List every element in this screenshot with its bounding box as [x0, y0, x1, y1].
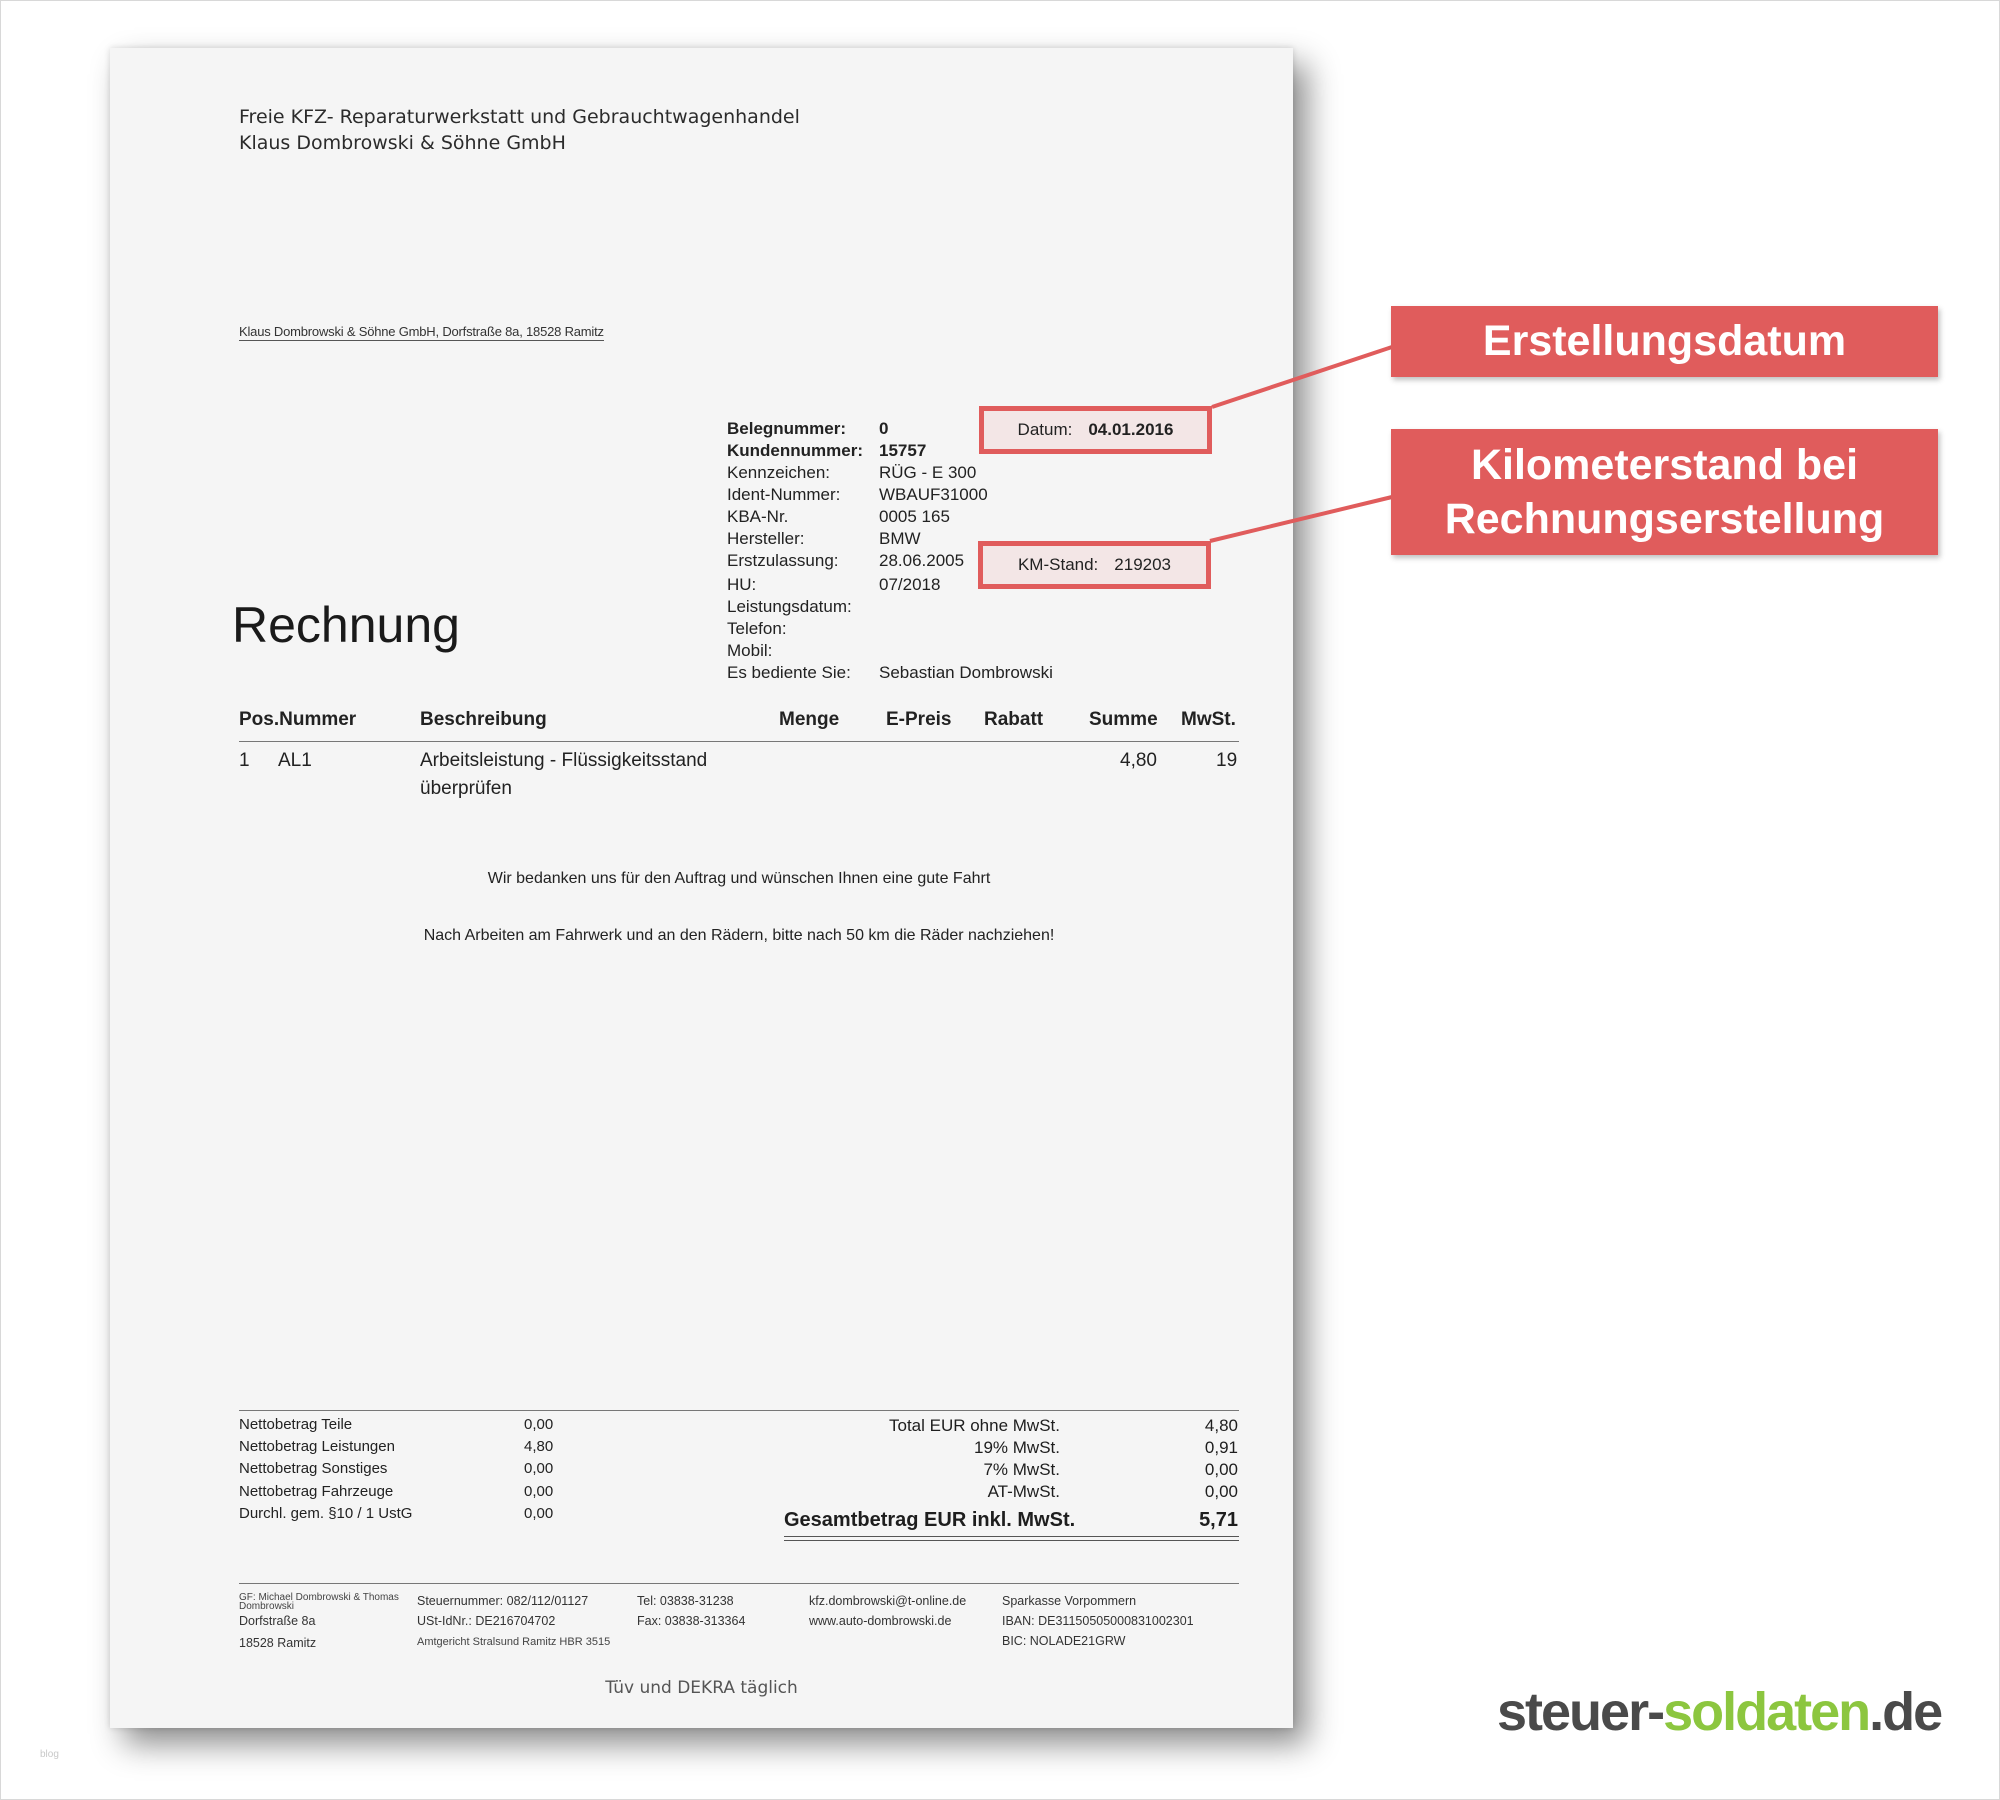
total-left-label: Nettobetrag Sonstiges: [239, 1460, 388, 1477]
brand-logo: [1497, 1681, 1941, 1743]
footer-tel: Tel: 03838-31238: [637, 1594, 734, 1608]
info-label: KBA-Nr.: [727, 507, 789, 526]
total-right-label: 7% MwSt.: [983, 1460, 1060, 1479]
company-name-line1: Freie KFZ- Reparaturwerkstatt und Gebrauchtwagenhandel: [239, 106, 800, 128]
info-value: 28.06.2005: [879, 551, 965, 570]
info-value: 0: [879, 419, 889, 438]
footer-street: Dorfstraße 8a: [239, 1614, 316, 1628]
callout-erstellungsdatum-text: Erstellungsdatum: [1482, 317, 1847, 365]
footer-ustid: USt-IdNr.: DE216704702: [417, 1614, 556, 1628]
info-label: HU:: [727, 575, 757, 594]
total-left-label: Nettobetrag Leistungen: [239, 1438, 395, 1455]
corner-watermark: blog: [40, 1749, 59, 1760]
km-stand-label: KM-Stand:: [1017, 555, 1099, 574]
footer-bic: BIC: NOLADE21GRW: [1002, 1634, 1126, 1648]
total-left-value: 4,80: [524, 1438, 554, 1455]
table-header-summe: Summe: [1089, 709, 1158, 730]
info-value: 15757: [879, 441, 927, 460]
table-header-rabatt: Rabatt: [984, 709, 1044, 730]
total-left-value: 0,00: [524, 1483, 554, 1500]
row-description-line1: Arbeitsleistung - Flüssigkeitsstand: [420, 750, 708, 771]
table-header-pos: Pos.Nummer: [239, 709, 357, 730]
info-value: BMW: [879, 529, 921, 548]
km-connector-line: [1210, 497, 1392, 541]
sender-address-line: Klaus Dombrowski & Söhne GmbH, Dorfstraße 8a, 18528 Ramitz: [239, 324, 604, 339]
footer-steuernummer: Steuernummer: 082/112/01127: [417, 1594, 589, 1608]
total-left-label: Durchl. gem. §10 / 1 UstG: [239, 1505, 413, 1522]
row-description-line2: überprüfen: [420, 778, 512, 799]
info-label: Belegnummer:: [727, 419, 847, 438]
row-summe: 4,80: [1120, 750, 1157, 771]
total-right-value: 0,00: [1204, 1482, 1238, 1501]
datum-label: Datum:: [1017, 420, 1073, 439]
table-header-epreis: E-Preis: [886, 709, 952, 730]
info-label: Mobil:: [727, 641, 773, 660]
thank-you-note: Wir bedanken uns für den Auftrag und wünschen Ihnen eine gute Fahrt: [487, 870, 991, 887]
info-label: Hersteller:: [727, 529, 805, 548]
info-value: RÜG - E 300: [879, 463, 977, 482]
brand-logo-part3: .de: [1869, 1682, 1942, 1742]
footer-city: 18528 Ramitz: [239, 1636, 317, 1650]
total-right-label: AT-MwSt.: [987, 1482, 1060, 1501]
brand-logo-part2: soldaten: [1663, 1682, 1870, 1742]
brand-logo-part1: steuer-: [1497, 1682, 1664, 1742]
total-left-value: 0,00: [524, 1416, 554, 1433]
total-right-value: 0,00: [1204, 1460, 1238, 1479]
row-nummer: AL1: [278, 750, 312, 771]
document-title: Rechnung: [232, 597, 460, 653]
table-header-beschreibung: Beschreibung: [420, 709, 547, 730]
footer-amtsgericht: Amtgericht Stralsund Ramitz HBR 3515: [417, 1636, 611, 1648]
callout-kilometerstand-line2: Rechnungserstellung: [1444, 495, 1885, 543]
footer-fax: Fax: 03838-313364: [637, 1614, 746, 1628]
info-label: Telefon:: [727, 619, 787, 638]
info-label: Kennzeichen:: [727, 463, 831, 482]
company-name-line2: Klaus Dombrowski & Söhne GmbH: [239, 132, 566, 154]
table-header-mwst: MwSt.: [1181, 709, 1236, 730]
total-right-label: 19% MwSt.: [974, 1438, 1060, 1457]
footer-gf-line1: GF: Michael Dombrowski & Thomas: [239, 1592, 399, 1603]
wheel-note: Nach Arbeiten am Fahrwerk und an den Rädern, bitte nach 50 km die Räder nachziehen!: [423, 927, 1055, 944]
km-stand-value: 219203: [1114, 555, 1172, 574]
row-pos: 1: [239, 750, 250, 771]
tagline: Tüv und DEKRA täglich: [605, 1678, 798, 1698]
info-value: Sebastian Dombrowski: [879, 663, 1053, 682]
datum-value: 04.01.2016: [1088, 420, 1174, 439]
grand-total-label: Gesamtbetrag EUR inkl. MwSt.: [784, 1509, 1076, 1531]
info-value: WBAUF31000: [879, 485, 988, 504]
total-left-label: Nettobetrag Teile: [239, 1416, 353, 1433]
callout-kilometerstand: [1391, 429, 1938, 555]
info-label: Erstzulassung:: [727, 551, 839, 570]
row-mwst: 19: [1216, 750, 1238, 771]
callout-erstellungsdatum: [1391, 306, 1938, 377]
footer-email: kfz.dombrowski@t-online.de: [809, 1594, 967, 1608]
footer-website: www.auto-dombrowski.de: [809, 1614, 952, 1628]
info-label: Es bediente Sie:: [727, 663, 851, 682]
total-right-value: 0,91: [1204, 1438, 1238, 1457]
total-right-value: 4,80: [1204, 1416, 1238, 1435]
footer-bank: Sparkasse Vorpommern: [1002, 1594, 1137, 1608]
info-value: 07/2018: [879, 575, 941, 594]
datum-connector-line: [1212, 347, 1392, 407]
callout-kilometerstand-line1: Kilometerstand bei: [1470, 441, 1859, 489]
total-right-label: Total EUR ohne MwSt.: [888, 1416, 1060, 1435]
footer-gf-line2: Dombrowski: [239, 1601, 295, 1612]
total-left-value: 0,00: [524, 1505, 554, 1522]
info-label: Leistungsdatum:: [727, 597, 852, 616]
footer-iban: IBAN: DE31150505000831002301: [1002, 1614, 1194, 1628]
table-header-menge: Menge: [779, 709, 840, 730]
grand-total-value: 5,71: [1199, 1509, 1238, 1531]
total-left-label: Nettobetrag Fahrzeuge: [239, 1483, 394, 1500]
info-label: Ident-Nummer:: [727, 485, 841, 504]
total-left-value: 0,00: [524, 1460, 554, 1477]
info-value: 0005 165: [879, 507, 950, 526]
info-label: Kundennummer:: [727, 441, 863, 460]
